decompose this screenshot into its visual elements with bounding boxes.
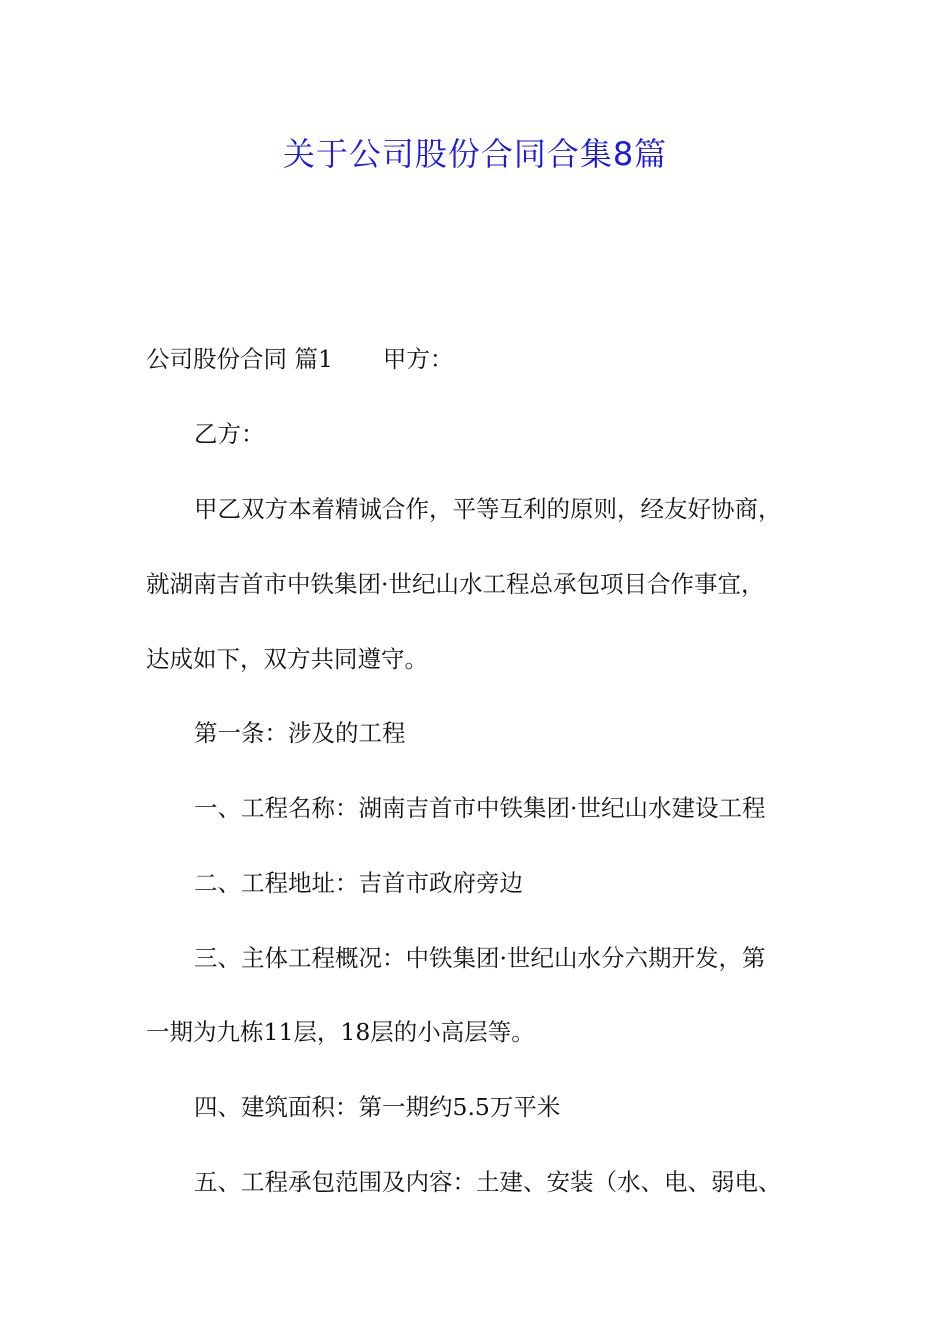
contract-heading-line — [146, 341, 816, 377]
clause-line: 四、建筑面积：第一期约5.5万平米 — [194, 1093, 561, 1121]
party-b-label: 乙方： — [194, 420, 265, 448]
party-a-label: 甲方： — [382, 345, 454, 373]
article-heading: 第一条：涉及的工程 — [194, 719, 406, 747]
paragraph-line: 甲乙双方本着精诚合作，平等互利的原则，经友好协商， — [194, 495, 782, 523]
clause-line: 五、工程承包范围及内容：土建、安装（水、电、弱电、 — [194, 1168, 782, 1196]
clause-line: 三、主体工程概况：中铁集团·世纪山水分六期开发，第 — [194, 944, 766, 972]
clause-line: 一、工程名称：湖南吉首市中铁集团·世纪山水建设工程 — [194, 794, 766, 822]
clause-line: 二、工程地址：吉首市政府旁边 — [194, 869, 523, 897]
paragraph-line: 就湖南吉首市中铁集团·世纪山水工程总承包项目合作事宜， — [146, 570, 765, 598]
clause-line: 一期为九栋11层，18层的小高层等。 — [146, 1018, 535, 1046]
document-title: 关于公司股份合同合集8篇 — [282, 135, 668, 173]
contract-heading: 公司股份合同 篇1 — [146, 345, 333, 373]
paragraph-line: 达成如下，双方共同遵守。 — [146, 645, 428, 673]
